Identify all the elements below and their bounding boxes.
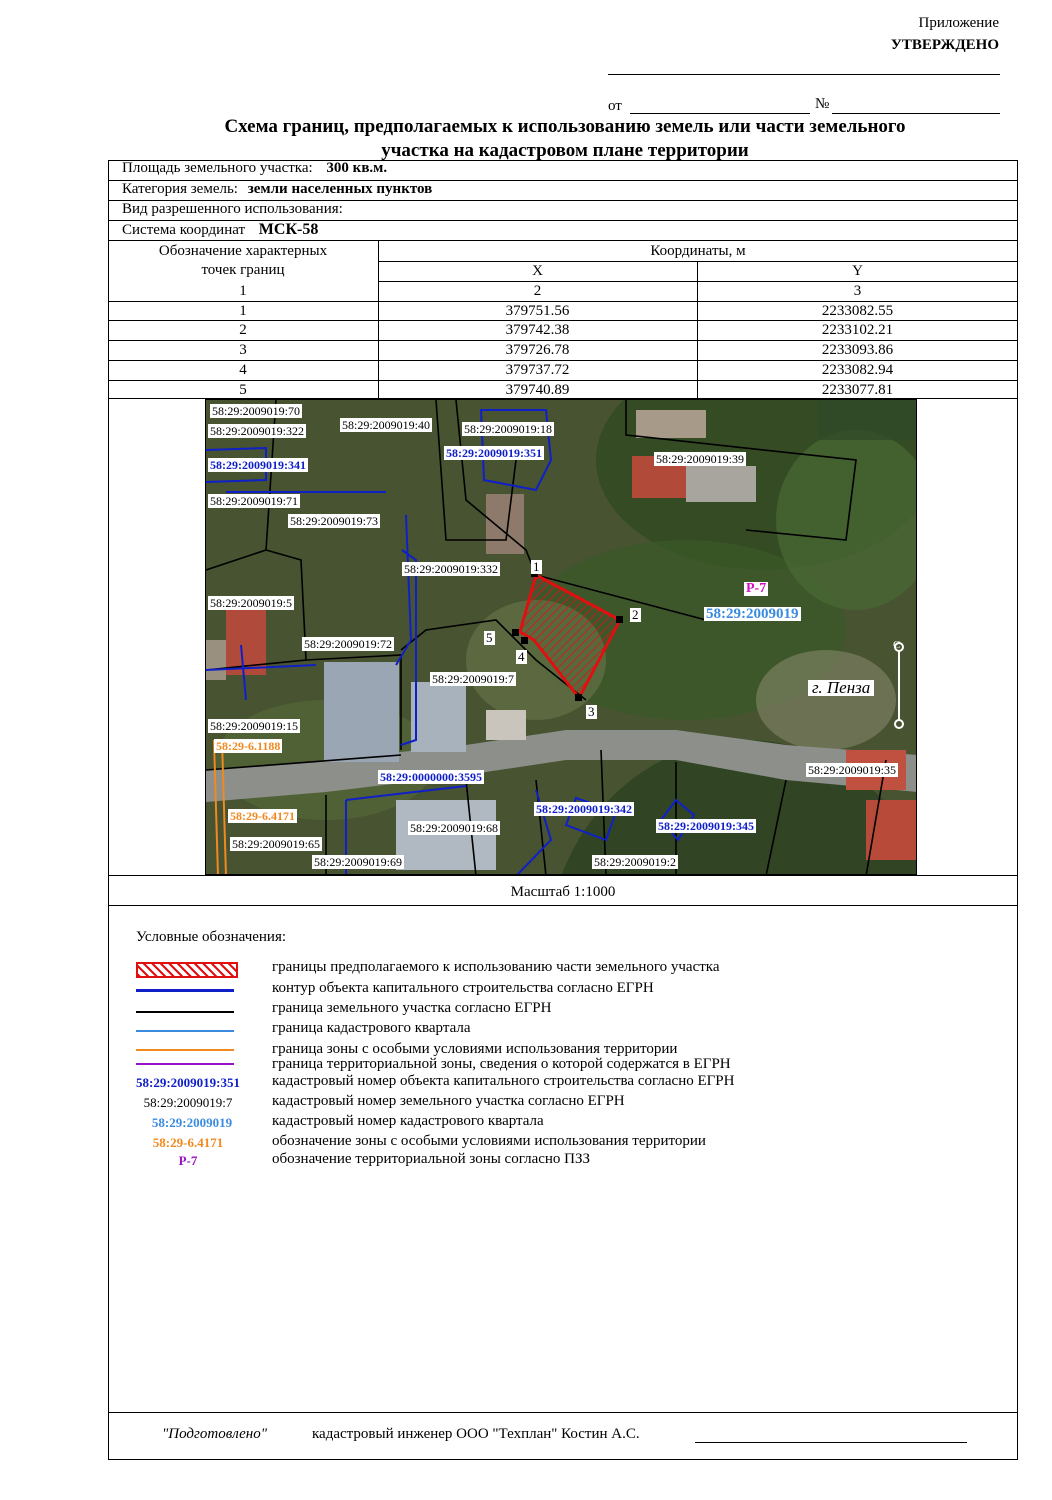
parcel-label: 58:29:2009019:69 — [314, 855, 403, 869]
parcel-label: 58:29:2009019:71 — [210, 494, 299, 508]
area-row — [108, 160, 1018, 181]
building-label: 58:29:2009019:341 — [210, 458, 306, 472]
y-value: 2233102.21 — [821, 322, 894, 338]
quarter-label: 58:29:2009019 — [706, 606, 799, 622]
row-line — [108, 340, 1018, 341]
prepared-label: "Подготовлено" — [162, 1426, 268, 1442]
building — [686, 466, 756, 502]
legend-text: кадастровый номер кадастрового квартала — [272, 1113, 544, 1129]
point-label-3: 3 — [588, 704, 595, 719]
legend-text: граница территориальной зоны, сведения о которой содержатся в ЕГРН — [272, 1056, 731, 1072]
legend-text: граница земельного участка согласно ЕГРН — [272, 1000, 552, 1016]
y-value: 2233093.86 — [821, 342, 894, 358]
parcel-label: 58:29:2009019:2 — [594, 855, 677, 869]
parcel-label: 58:29:2009019:72 — [304, 637, 393, 651]
coords-header-line — [378, 261, 1018, 262]
use-label: Вид разрешенного использования: — [122, 201, 343, 217]
point-number: 1 — [239, 303, 247, 319]
parcel-label: 58:29:2009019:7 — [432, 672, 515, 686]
x-header: X — [532, 263, 543, 279]
approval-line — [608, 74, 1000, 75]
parcel-label: 58:29:2009019:35 — [808, 763, 897, 777]
engineer-label: кадастровый инженер ООО "Техплан" Костин А.С. — [312, 1426, 640, 1442]
signature-line — [695, 1442, 967, 1443]
parcel-label: 58:29:2009019:68 — [410, 821, 499, 835]
page-title — [110, 115, 1020, 163]
building — [324, 662, 399, 762]
point-label-5: 5 — [486, 630, 493, 645]
y-value: 2233082.55 — [821, 303, 894, 319]
number-line — [832, 113, 1000, 114]
parcel-label: 58:29:2009019:65 — [232, 837, 321, 851]
parcel-label: 58:29:2009019:15 — [210, 719, 299, 733]
parcel-label: 58:29:2009019:322 — [210, 424, 305, 438]
scale-bottom-line — [108, 905, 1018, 906]
legend-code: Р-7 — [178, 1153, 198, 1168]
from-label: от — [608, 98, 622, 114]
building-label: 58:29:0000000:3595 — [380, 770, 482, 784]
col-number-2: 2 — [533, 283, 542, 299]
point-number: 3 — [239, 342, 247, 358]
y-value: 2233077.81 — [821, 382, 894, 398]
north-label: С — [893, 639, 901, 651]
x-value: 379740.89 — [505, 382, 570, 398]
building — [486, 494, 524, 554]
map-bottom-line — [108, 875, 1018, 876]
boundary-point-5 — [512, 629, 519, 636]
building — [396, 800, 496, 870]
legend-title: Условные обозначения: — [136, 929, 287, 945]
x-value: 379726.78 — [505, 342, 570, 358]
legend-code: 58:29:2009019 — [151, 1115, 233, 1130]
x-value: 379742.38 — [505, 322, 570, 338]
y-value: 2233082.94 — [821, 362, 894, 378]
parcel-label: 58:29:2009019:5 — [210, 596, 293, 610]
black-line-swatch — [136, 1011, 234, 1013]
y-header: Y — [852, 263, 863, 279]
purple-line-swatch — [136, 1063, 234, 1065]
legend-text: граница кадастрового квартала — [272, 1020, 471, 1036]
category-value: земли населенных пунктов — [247, 181, 433, 197]
col-number-3: 3 — [853, 283, 862, 299]
legend-code: 58:29:2009019:7 — [143, 1095, 233, 1110]
zone-code-label: Р-7 — [746, 581, 767, 596]
cadastral-map — [205, 399, 917, 875]
coords-header: Координаты, м — [650, 243, 746, 259]
parcel-label: 58:29:2009019:39 — [656, 452, 745, 466]
building-label: 58:29:2009019:351 — [446, 446, 542, 460]
category-row — [108, 181, 1018, 201]
appendix-label: Приложение — [918, 15, 999, 31]
x-value: 379751.56 — [505, 303, 570, 319]
col1-header-2: точек границ — [201, 262, 285, 278]
point-number: 2 — [239, 322, 247, 338]
orange-line-swatch — [136, 1049, 234, 1051]
scale-label: Масштаб 1:1000 — [510, 884, 616, 900]
legend-code: 58:29-6.4171 — [152, 1135, 224, 1150]
approved-label: УТВЕРЖДЕНО — [890, 37, 999, 53]
coord-system-row — [108, 221, 1018, 241]
parcel-label: 58:29:2009019:70 — [212, 404, 301, 418]
zone-label: 58:29-6.4171 — [230, 809, 295, 823]
number-label: № — [815, 96, 830, 112]
legend-text: граница зоны с особыми условиями использования территории — [272, 1041, 678, 1057]
point-number: 4 — [239, 362, 247, 378]
legend-text: обозначение территориальной зоны согласно ПЗЗ — [272, 1151, 591, 1167]
legend-text: границы предполагаемого к использованию части земельного участка — [272, 959, 720, 975]
boundary-point-2 — [616, 616, 623, 623]
building — [206, 640, 226, 680]
building — [486, 710, 526, 740]
area-label: Площадь земельного участка: — [122, 160, 313, 176]
title-line-1: Схема границ, предполагаемых к использованию земель или части земельного — [224, 116, 906, 137]
parcel-label: 58:29:2009019:40 — [342, 418, 431, 432]
title-line-2: участка на кадастровом плане территории — [381, 140, 749, 161]
point-number: 5 — [239, 382, 247, 398]
dark-blue-line-swatch — [136, 989, 234, 992]
footer-top-line — [108, 1412, 1018, 1413]
legend-code: 58:29:2009019:351 — [136, 1075, 240, 1090]
row-line — [108, 360, 1018, 361]
hatched-swatch — [136, 962, 238, 978]
zone-label: 58:29-6.1188 — [216, 739, 281, 753]
city-label: г. Пенза — [808, 680, 874, 696]
boundary-point-4 — [521, 637, 528, 644]
parcel-label: 58:29:2009019:18 — [464, 422, 553, 436]
boundary-point-3 — [575, 694, 582, 701]
row-line — [108, 320, 1018, 321]
building — [636, 410, 706, 438]
coord-system-label: Система координат — [122, 222, 246, 238]
parcel-label: 58:29:2009019:332 — [404, 562, 499, 576]
area-value: 300 кв.м. — [326, 160, 388, 176]
date-line — [630, 113, 810, 114]
coord-system-value: МСК-58 — [258, 221, 319, 238]
building-label: 58:29:2009019:345 — [658, 819, 754, 833]
use-row — [108, 201, 1018, 221]
col-number-1: 1 — [239, 283, 247, 299]
legend-text: обозначение зоны с особыми условиями использования территории — [272, 1133, 706, 1149]
light-blue-line-swatch — [136, 1030, 234, 1032]
xy-header-line — [378, 281, 1018, 282]
point-label-4: 4 — [518, 649, 525, 664]
col1-header-1: Обозначение характерных — [158, 243, 328, 259]
building — [411, 682, 466, 752]
table-row-line-0 — [108, 301, 1018, 302]
category-label: Категория земель: — [122, 181, 238, 197]
point-label-2: 2 — [632, 607, 639, 622]
row-line — [108, 380, 1018, 381]
legend-text: кадастровый номер объекта капитального строительства согласно ЕГРН — [272, 1073, 735, 1089]
x-value: 379737.72 — [505, 362, 570, 378]
legend-text: кадастровый номер земельного участка согласно ЕГРН — [272, 1093, 625, 1109]
parcel-label: 58:29:2009019:73 — [290, 514, 379, 528]
legend-text: контур объекта капитального строительства согласно ЕГРН — [272, 980, 654, 996]
building-label: 58:29:2009019:342 — [536, 802, 632, 816]
point-label-1: 1 — [533, 559, 540, 574]
